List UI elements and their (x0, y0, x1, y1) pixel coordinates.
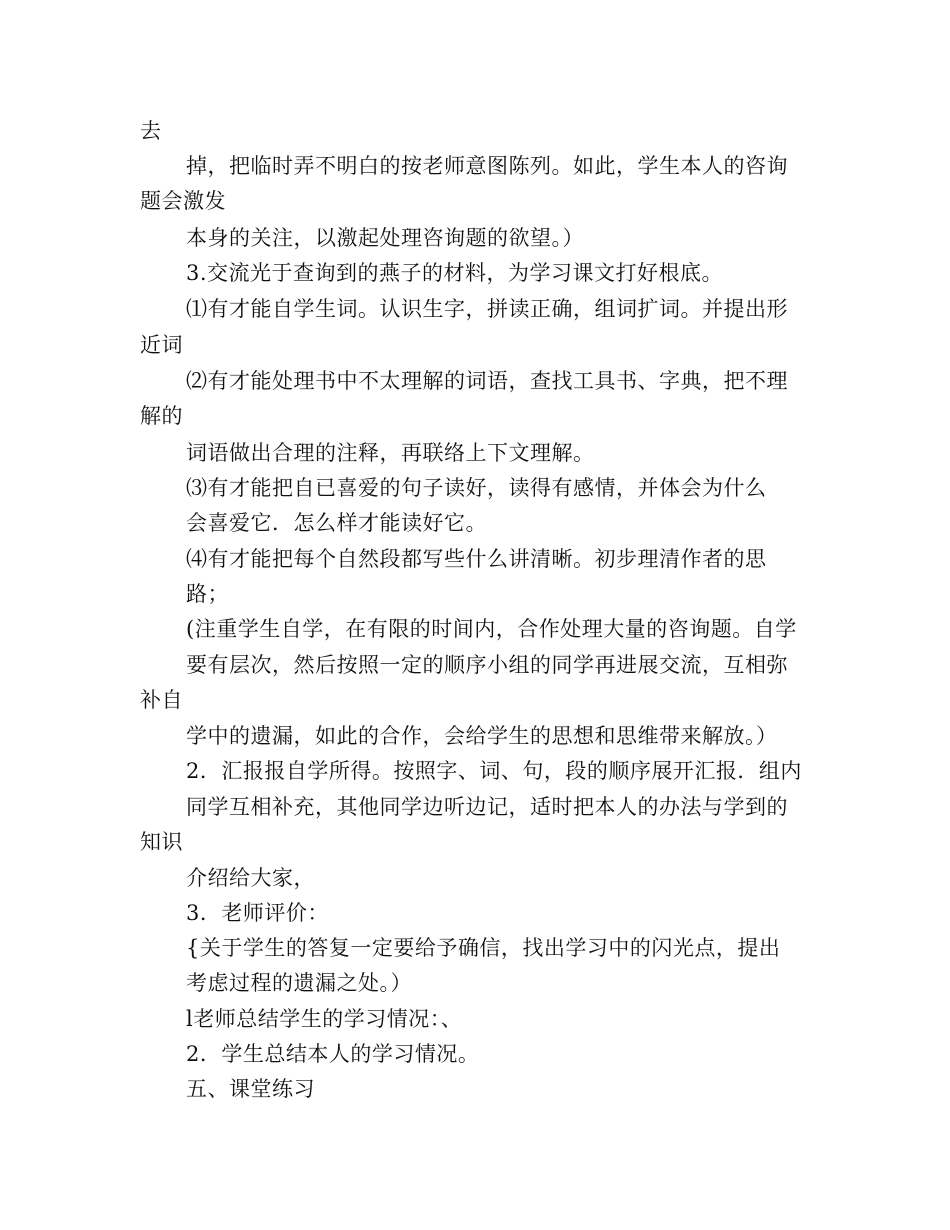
text-line: 近词 (140, 333, 183, 357)
text-line: 本身的关注，以激起处理咨询题的欲望。） (186, 226, 584, 250)
text-line: 同学互相补充，其他同学边听边记，适时把本人的办法与学到的 (186, 795, 788, 819)
text-line: 解的 (140, 404, 183, 428)
text-line: 要有层次，然后按照一定的顺序小组的同学再进展交流，互相弥 (186, 653, 788, 677)
text-line: 介绍给大家， (186, 866, 315, 890)
text-line: 知识 (140, 830, 183, 854)
text-line: 考虑过程的遗漏之处。） (186, 971, 412, 995)
text-line: 题会激发 (140, 189, 226, 213)
text-line: {关于学生的答复一定要给予确信，找出学习中的闪光点，提出 (186, 936, 781, 960)
text-line: 补自 (140, 688, 183, 712)
text-line: 2．学生总结本人的学习情况。 (186, 1042, 480, 1066)
text-line: 词语做出合理的注释，再联络上下文理解。 (186, 441, 595, 465)
text-line: 去 (140, 119, 162, 143)
text-line: 五、课堂练习 (186, 1077, 315, 1101)
text-line: ⑶有才能把自已喜爱的句子读好，读得有感情，并体会为什么 (186, 476, 767, 500)
text-line: 3.交流光于查询到的燕子的材料，为学习课文打好根底。 (186, 261, 724, 285)
text-line: (注重学生自学，在有限的时间内，合作处理大量的咨询题。自学 (186, 617, 797, 641)
text-line: 3．老师评价： (186, 901, 329, 925)
text-line: ⑷有才能把每个自然段都写些什么讲清晰。初步理清作者的思 (186, 547, 767, 571)
text-line: 学中的遗漏，如此的合作，会给学生的思想和思维带来解放。） (186, 724, 778, 748)
text-line: ⑵有才能处理书中不太理解的词语，查找工具书、字典，把不理 (186, 369, 788, 393)
text-line: 掉，把临时弄不明白的按老师意图陈列。如此，学生本人的咨询 (186, 154, 788, 178)
text-line: l老师总结学生的学习情况：、 (186, 1007, 463, 1031)
text-line: 2．汇报报自学所得。按照字、词、句，段的顺序展开汇报．组内 (186, 759, 802, 783)
text-line: 路； (186, 582, 229, 606)
text-line: ⑴有才能自学生词。认识生字，拼读正确，组词扩词。并提出形 (186, 297, 788, 321)
text-line: 会喜爱它．怎么样才能读好它。 (186, 511, 487, 535)
